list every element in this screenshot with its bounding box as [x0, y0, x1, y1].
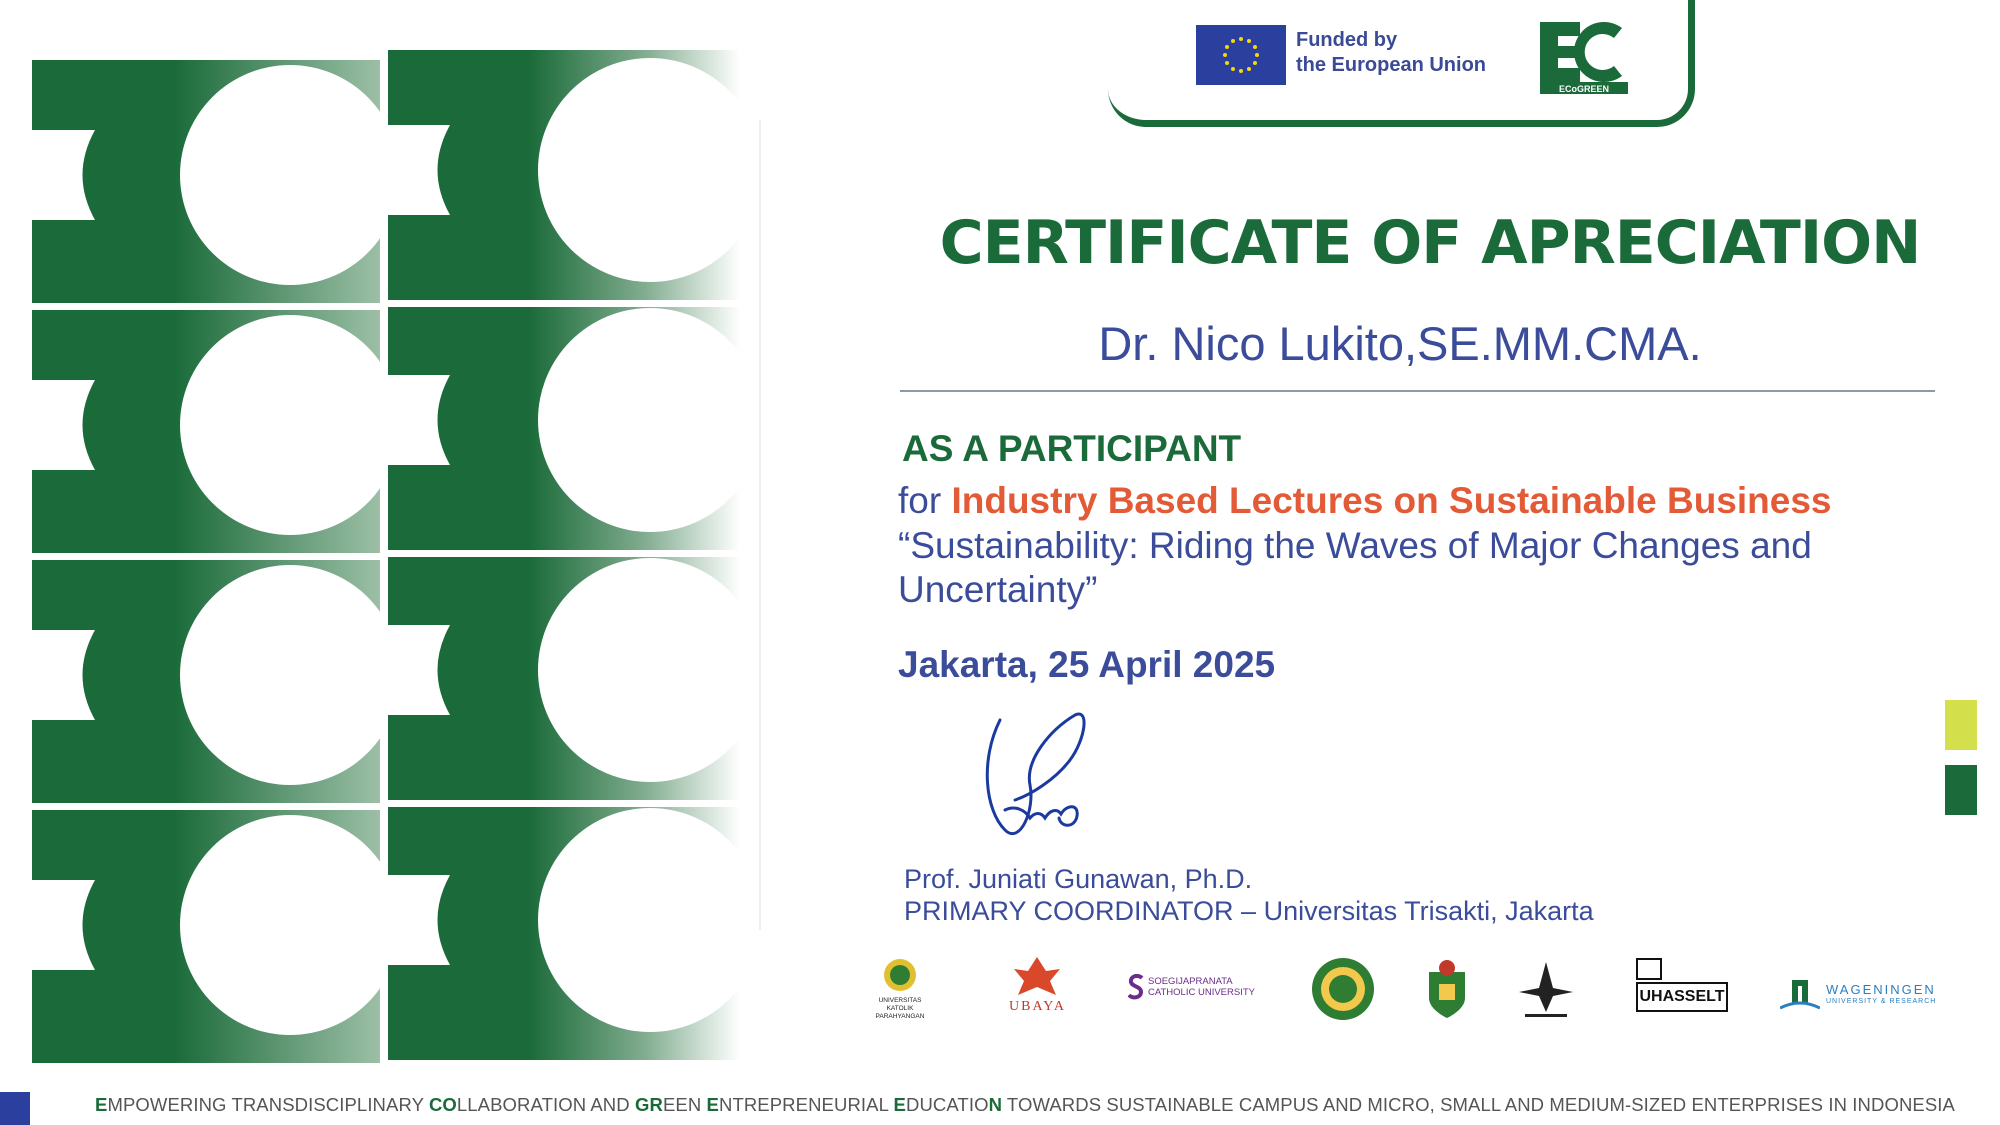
svg-text:ECoGREEN: ECoGREEN	[1558, 84, 1610, 94]
unpar-caption: UNIVERSITAS KATOLIK PARAHYANGAN	[875, 997, 925, 1020]
decorative-pattern	[0, 0, 780, 1080]
partner-logo-soegijapranata	[1128, 972, 1273, 1006]
accent-block-lime	[1945, 700, 1977, 750]
partner-trisakti-icon	[1515, 958, 1577, 1022]
tagline-part: TOWARDS SUSTAINABLE CAMPUS AND MICRO, SMALL AND MEDIUM-SIZED ENTERPRISES IN INDONESIA	[1002, 1094, 1955, 1115]
funding-line-2: the European Union	[1296, 54, 1486, 76]
tagline-part: N	[988, 1094, 1003, 1115]
name-underline	[900, 390, 1935, 392]
ecogreen-logo	[1540, 22, 1628, 94]
partner-seal-green-icon	[1310, 956, 1376, 1022]
place-date: Jakarta, 25 April 2025	[898, 644, 1276, 685]
tagline-part: E	[95, 1094, 108, 1115]
partner-shield-icon	[1425, 958, 1469, 1020]
partner-logo-uhasselt	[1636, 958, 1728, 1024]
uhasselt-play-icon	[1636, 958, 1662, 980]
uhasselt-caption: UHASSELT	[1636, 982, 1728, 1012]
for-prefix: for	[898, 480, 942, 521]
tagline-part: E	[893, 1094, 906, 1115]
wageningen-caption: WAGENINGEN	[1826, 982, 1936, 997]
event-line	[898, 480, 1832, 522]
ubaya-caption: UBAYA	[1009, 999, 1066, 1014]
participation-role: AS A PARTICIPANT	[902, 428, 1242, 469]
funding-text	[1296, 28, 1486, 78]
tagline-part: CO	[428, 1094, 457, 1115]
footer-accent-bar	[0, 1092, 30, 1125]
eu-flag-icon	[1196, 25, 1286, 85]
accent-block-green	[1945, 765, 1977, 815]
unpar-emblem-icon	[865, 955, 935, 995]
pattern-column-right	[388, 50, 762, 1060]
signatory-name: Prof. Juniati Gunawan, Ph.D.	[904, 864, 1253, 894]
footer-tagline	[95, 1094, 1955, 1116]
event-subtitle: “Sustainability: Riding the Waves of Major Changes and Uncertainty”	[898, 525, 1812, 610]
event-name: Industry Based Lectures on Sustainable Business	[951, 480, 1832, 521]
tagline-part: MPOWERING TRANSDISCIPLINARY	[107, 1094, 429, 1115]
tagline-part: LLABORATION AND	[456, 1094, 635, 1115]
partner-logo-unpar	[865, 955, 935, 1025]
recipient-name: Dr. Nico Lukito,SE.MM.CMA.	[1098, 317, 1702, 370]
wageningen-tagline: UNIVERSITY & RESEARCH	[1826, 998, 1937, 1005]
ubaya-emblem-icon	[1000, 955, 1075, 997]
tagline-part: NTREPRENEURIAL	[718, 1094, 894, 1115]
certificate-title: CERTIFICATE OF APRECIATION	[939, 208, 1921, 278]
partner-logo-wageningen	[1780, 978, 1958, 1014]
signature-image	[975, 700, 1115, 850]
tagline-part: DUCATIO	[905, 1094, 989, 1115]
wageningen-emblem-icon	[1780, 978, 1820, 1012]
soegijapranata-caption: SOEGIJAPRANATA CATHOLIC UNIVERSITY	[1148, 976, 1255, 998]
tagline-part: GR	[634, 1094, 663, 1115]
funding-line-1: Funded by	[1296, 29, 1398, 51]
partner-logo-ubaya	[1000, 955, 1075, 1025]
signatory-position: PRIMARY COORDINATOR – Universitas Trisakti, Jakarta	[904, 896, 1594, 926]
tagline-part: EEN	[662, 1094, 707, 1115]
pattern-column-left	[32, 60, 400, 1063]
soegijapranata-s-icon	[1128, 974, 1144, 1000]
tagline-part: E	[706, 1094, 719, 1115]
